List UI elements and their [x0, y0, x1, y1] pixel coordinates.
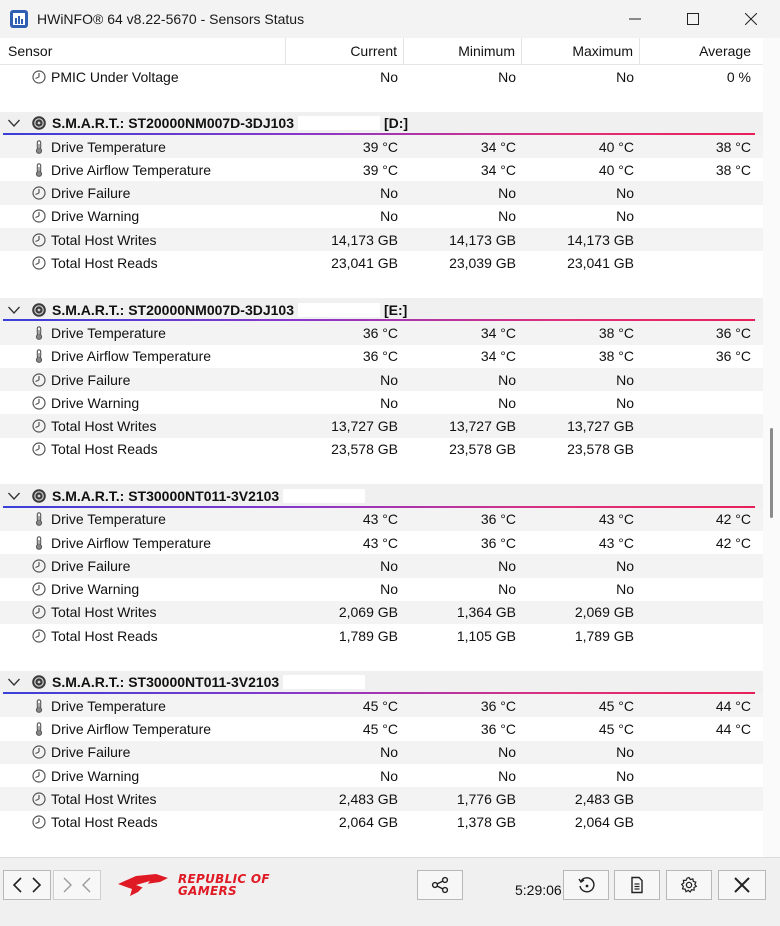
maximize-button[interactable] [664, 0, 722, 38]
current-value: 23,578 GB [331, 441, 398, 458]
minimum-value: 34 °C [480, 161, 516, 178]
sensor-row[interactable] [0, 508, 763, 531]
sensor-name: Drive Airflow Temperature [51, 720, 212, 737]
sensor-name: Drive Warning [51, 208, 140, 225]
window-title: HWiNFO® 64 v8.22-5670 - Sensors Status [37, 11, 305, 27]
column-sensor[interactable]: Sensor [0, 38, 286, 65]
maximum-value: 38 °C [598, 348, 634, 365]
sensor-name: Drive Airflow Temperature [51, 161, 212, 178]
minimum-value: 36 °C [480, 697, 516, 714]
sensor-name: Drive Airflow Temperature [51, 534, 212, 551]
sensor-name: Drive Warning [51, 394, 140, 411]
minimum-value: 14,173 GB [449, 231, 516, 248]
redacted-area [298, 303, 380, 317]
minimum-value: 34 °C [480, 138, 516, 155]
average-value: 44 °C [715, 720, 751, 737]
minimum-value: 34 °C [480, 348, 516, 365]
maximum-value: 14,173 GB [567, 231, 634, 248]
clock-icon [32, 605, 46, 619]
column-average[interactable]: Average [699, 43, 751, 59]
clock-icon [32, 629, 46, 643]
chevron-down-icon[interactable] [7, 489, 21, 503]
bottom-toolbar [0, 857, 780, 926]
maximum-value: No [616, 185, 634, 202]
close-sensors-button[interactable] [718, 870, 766, 900]
maximum-value: 23,578 GB [567, 441, 634, 458]
clock-icon [32, 70, 46, 84]
current-value: 45 °C [362, 697, 398, 714]
maximum-value: 2,069 GB [574, 604, 634, 621]
thermometer-icon [32, 163, 46, 177]
current-value: No [380, 557, 398, 574]
close-x-icon [733, 876, 751, 894]
minimum-value: No [498, 371, 516, 388]
maximum-value: 23,041 GB [567, 255, 634, 272]
average-value: 42 °C [715, 534, 751, 551]
clock-icon [32, 582, 46, 596]
sensor-row[interactable] [0, 391, 763, 414]
group-title: S.M.A.R.T.: ST20000NM007D-3DJ103 [52, 301, 294, 318]
column-header [0, 38, 763, 65]
sensor-name: Total Host Writes [51, 604, 157, 621]
redacted-area [283, 489, 365, 503]
minimum-value: 23,578 GB [449, 441, 516, 458]
gear-icon [680, 876, 698, 894]
sensor-name: Drive Failure [51, 557, 131, 574]
current-value: 2,483 GB [338, 790, 398, 807]
maximum-value: 2,064 GB [574, 814, 634, 831]
current-value: 1,789 GB [338, 627, 398, 644]
maximum-value: No [616, 744, 634, 761]
maximum-value: 13,727 GB [567, 418, 634, 435]
current-value: No [380, 744, 398, 761]
sensor-row[interactable] [0, 251, 763, 274]
sensor-row[interactable] [0, 345, 763, 368]
drive-smart-icon [31, 488, 47, 504]
current-value: 2,069 GB [338, 604, 398, 621]
expand-collapse-button[interactable] [53, 870, 101, 900]
minimum-value: No [498, 68, 516, 85]
sensor-name: Drive Warning [51, 581, 140, 598]
group-underline [3, 692, 755, 694]
rog-eye-icon [116, 872, 170, 898]
current-value: 45 °C [362, 720, 398, 737]
sensor-name: Drive Temperature [51, 324, 166, 341]
group-title: S.M.A.R.T.: ST30000NT011-3V2103 [52, 674, 280, 691]
group-underline [3, 506, 755, 508]
minimum-value: 36 °C [480, 511, 516, 528]
current-value: 36 °C [362, 348, 398, 365]
maximum-value: No [616, 208, 634, 225]
scrollbar-thumb[interactable] [770, 428, 773, 518]
group-title: S.M.A.R.T.: ST30000NT011-3V2103 [52, 487, 280, 504]
close-icon [745, 13, 757, 25]
clock-icon [32, 373, 46, 387]
nav-prev-next-button[interactable] [3, 870, 51, 900]
average-value: 36 °C [715, 324, 751, 341]
minimize-button[interactable] [606, 0, 664, 38]
minimum-value: 13,727 GB [449, 418, 516, 435]
sensor-list [0, 65, 763, 857]
current-value: 36 °C [362, 324, 398, 341]
sensor-row[interactable] [0, 624, 763, 647]
minimum-value: No [498, 394, 516, 411]
group-spacer [0, 88, 763, 111]
sensor-name: Total Host Reads [51, 627, 158, 644]
minimum-value: 1,364 GB [456, 604, 516, 621]
current-value: 13,727 GB [331, 418, 398, 435]
maximum-value: 45 °C [598, 720, 634, 737]
sensor-row[interactable] [0, 741, 763, 764]
sensor-name: Drive Airflow Temperature [51, 348, 212, 365]
drive-smart-icon [31, 115, 47, 131]
elapsed-time: 5:29:06 [515, 882, 562, 898]
minimum-value: No [498, 581, 516, 598]
group-spacer [0, 647, 763, 670]
clock-icon [32, 233, 46, 247]
average-value: 38 °C [715, 138, 751, 155]
clock-icon [32, 792, 46, 806]
sensor-row[interactable] [0, 787, 763, 810]
sensor-row[interactable] [0, 438, 763, 461]
thermometer-icon [32, 536, 46, 550]
redacted-area [298, 116, 380, 130]
average-value: 0 % [726, 68, 751, 85]
maximum-value: 43 °C [598, 511, 634, 528]
minimum-value: No [498, 767, 516, 784]
clock-icon [32, 769, 46, 783]
thermometer-icon [32, 722, 46, 736]
sensor-group-header[interactable] [0, 298, 763, 321]
current-value: 14,173 GB [331, 231, 398, 248]
average-value: 36 °C [715, 348, 751, 365]
drive-smart-icon [31, 302, 47, 318]
redacted-area [283, 675, 365, 689]
maximum-value: No [616, 68, 634, 85]
thermometer-icon [32, 512, 46, 526]
current-value: 43 °C [362, 511, 398, 528]
sensor-row[interactable] [0, 368, 763, 391]
sensor-name: Total Host Reads [51, 255, 158, 272]
minimum-value: 1,378 GB [456, 814, 516, 831]
sensor-row[interactable] [0, 205, 763, 228]
sensor-row[interactable] [0, 135, 763, 158]
column-maximum[interactable]: Maximum [522, 38, 640, 65]
sensor-row[interactable] [0, 181, 763, 204]
current-value: 23,041 GB [331, 255, 398, 272]
thermometer-icon [32, 326, 46, 340]
sensor-row[interactable] [0, 65, 763, 88]
minimum-value: 1,105 GB [456, 627, 516, 644]
current-value: No [380, 581, 398, 598]
sensor-name: Total Host Reads [51, 441, 158, 458]
rog-brand-line2: GAMERS [178, 884, 237, 898]
vertical-scrollbar[interactable] [763, 38, 780, 857]
current-value: 39 °C [362, 161, 398, 178]
hwinfo-app-icon [10, 10, 28, 28]
maximum-value: No [616, 557, 634, 574]
sensor-row[interactable] [0, 554, 763, 577]
sensor-name: Total Host Writes [51, 790, 157, 807]
chevron-down-icon[interactable] [7, 675, 21, 689]
sensor-row[interactable] [0, 764, 763, 787]
minimum-value: No [498, 208, 516, 225]
sensor-name: Total Host Writes [51, 418, 157, 435]
maximum-value: No [616, 767, 634, 784]
group-underline [3, 133, 755, 135]
maximum-value: No [616, 394, 634, 411]
drive-letter: [E:] [384, 301, 408, 318]
minimum-value: No [498, 744, 516, 761]
current-value: 43 °C [362, 534, 398, 551]
sensor-group-header[interactable] [0, 112, 763, 135]
average-value: 44 °C [715, 697, 751, 714]
clock-icon [32, 559, 46, 573]
network-share-button[interactable] [417, 870, 463, 900]
clock-icon [32, 815, 46, 829]
sensor-row[interactable] [0, 321, 763, 344]
minimum-value: No [498, 185, 516, 202]
sensor-row[interactable] [0, 717, 763, 740]
maximum-value: No [616, 371, 634, 388]
group-title: S.M.A.R.T.: ST20000NM007D-3DJ103 [52, 115, 294, 132]
clock-icon [32, 256, 46, 270]
clock-icon [32, 419, 46, 433]
sensor-name: Total Host Reads [51, 814, 158, 831]
sensor-group-header[interactable] [0, 484, 763, 507]
close-window-button[interactable] [722, 0, 780, 38]
minimum-value: 34 °C [480, 324, 516, 341]
share-network-icon [431, 876, 449, 894]
current-value: No [380, 208, 398, 225]
settings-button[interactable] [666, 870, 712, 900]
sensor-name: Drive Warning [51, 767, 140, 784]
title-bar [0, 0, 780, 38]
logging-button[interactable] [614, 870, 660, 900]
thermometer-icon [32, 699, 46, 713]
column-current[interactable]: Current [286, 38, 404, 65]
current-value: No [380, 68, 398, 85]
sensor-name: Drive Failure [51, 744, 131, 761]
current-value: No [380, 371, 398, 388]
sensor-row[interactable] [0, 414, 763, 437]
maximum-value: 45 °C [598, 697, 634, 714]
sensor-row[interactable] [0, 158, 763, 181]
clock-icon [32, 209, 46, 223]
sensor-group-header[interactable] [0, 671, 763, 694]
reset-button[interactable] [563, 870, 609, 900]
chevron-down-icon[interactable] [7, 303, 21, 317]
sensor-row[interactable] [0, 228, 763, 251]
sensor-row[interactable] [0, 694, 763, 717]
group-spacer [0, 461, 763, 484]
average-value: 42 °C [715, 511, 751, 528]
maximum-value: 38 °C [598, 324, 634, 341]
minimum-value: No [498, 557, 516, 574]
sensor-name: Drive Failure [51, 371, 131, 388]
maximum-value: 1,789 GB [574, 627, 634, 644]
sensor-name: Drive Temperature [51, 138, 166, 155]
left-right-arrows-icon [9, 876, 45, 894]
collapse-arrows-icon [59, 876, 95, 894]
maximize-icon [687, 13, 699, 25]
minimum-value: 36 °C [480, 534, 516, 551]
sensor-name: Drive Failure [51, 185, 131, 202]
maximum-value: 43 °C [598, 534, 634, 551]
drive-smart-icon [31, 674, 47, 690]
minimize-icon [629, 13, 641, 25]
group-underline [3, 319, 755, 321]
document-log-icon [628, 876, 646, 894]
maximum-value: 2,483 GB [574, 790, 634, 807]
sensor-row[interactable] [0, 531, 763, 554]
sensor-row[interactable] [0, 601, 763, 624]
current-value: 39 °C [362, 138, 398, 155]
current-value: No [380, 185, 398, 202]
sensor-name: Total Host Writes [51, 231, 157, 248]
maximum-value: 40 °C [598, 138, 634, 155]
thermometer-icon [32, 349, 46, 363]
sensor-name: Drive Temperature [51, 511, 166, 528]
thermometer-icon [32, 140, 46, 154]
clock-icon [32, 186, 46, 200]
minimum-value: 23,039 GB [449, 255, 516, 272]
clock-icon [32, 442, 46, 456]
rog-brand-line1: REPUBLIC OF [178, 872, 270, 886]
sensor-row[interactable] [0, 811, 763, 834]
sensor-name: Drive Temperature [51, 697, 166, 714]
maximum-value: No [616, 581, 634, 598]
minimum-value: 1,776 GB [456, 790, 516, 807]
average-value: 38 °C [715, 161, 751, 178]
drive-letter: [D:] [384, 115, 409, 132]
rog-logo [116, 872, 270, 898]
clock-icon [32, 745, 46, 759]
sensor-name: PMIC Under Voltage [51, 68, 179, 85]
current-value: No [380, 394, 398, 411]
clock-icon [32, 396, 46, 410]
chevron-down-icon[interactable] [7, 116, 21, 130]
clock-reset-icon [577, 876, 595, 894]
maximum-value: 40 °C [598, 161, 634, 178]
minimum-value: 36 °C [480, 720, 516, 737]
sensor-row[interactable] [0, 578, 763, 601]
group-spacer [0, 275, 763, 298]
current-value: No [380, 767, 398, 784]
column-minimum[interactable]: Minimum [404, 38, 522, 65]
current-value: 2,064 GB [338, 814, 398, 831]
